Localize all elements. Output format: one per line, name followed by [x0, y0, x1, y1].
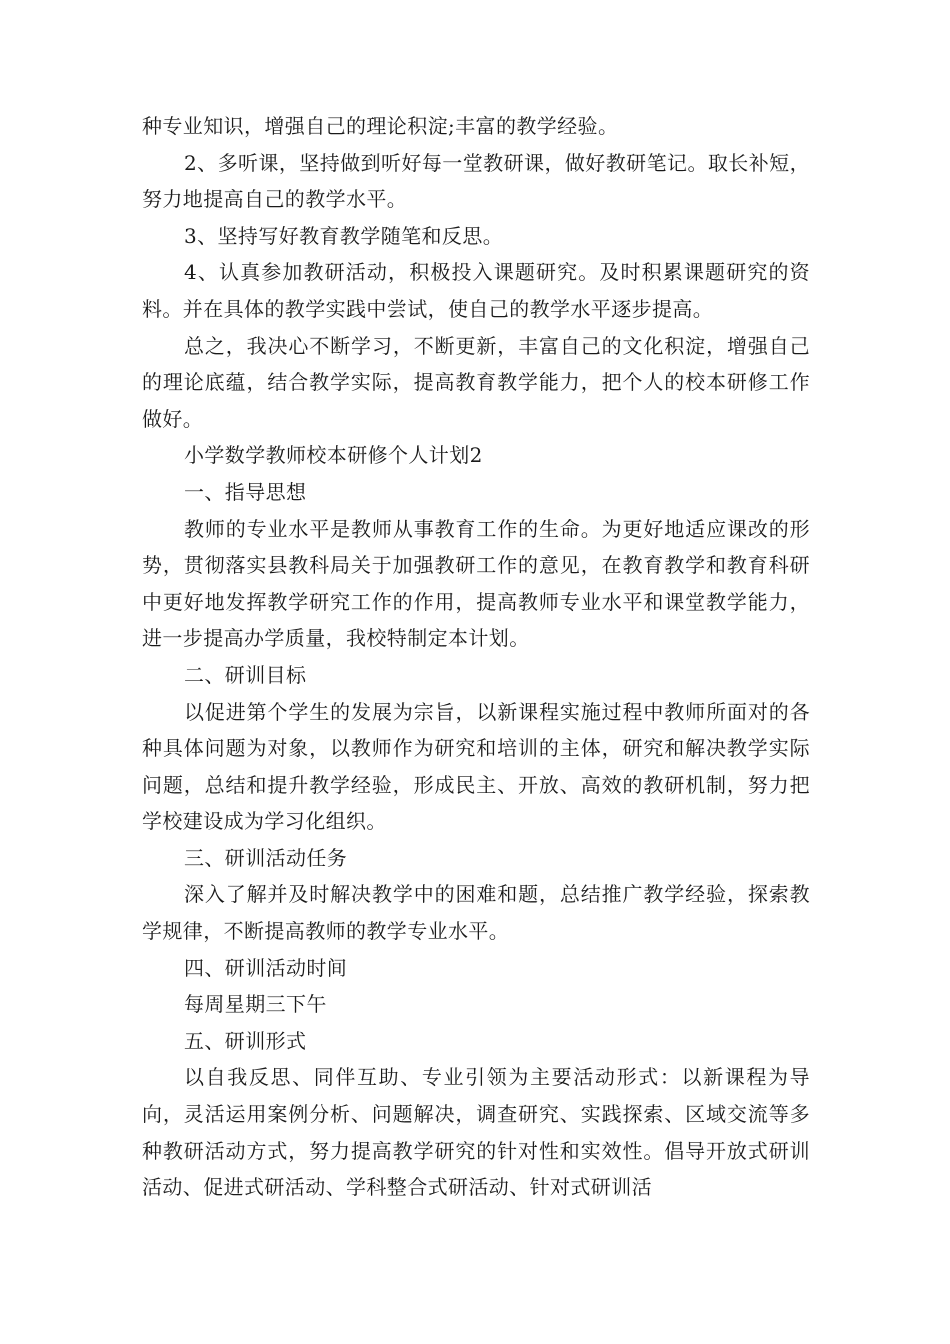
paragraph-guiding-ideology: 教师的专业水平是教师从事教育工作的生命。为更好地适应课改的形势，贯彻落实县教科局关于加强教研工作的意见，在教育教学和教育科研中更好地发挥教学研究工作的作用，提高教师专业水平和课堂教学能力，进一步提高办学质量，我校特制定本计划。 [142, 516, 810, 651]
paragraph-item-2: 2、多听课，坚持做到听好每一堂教研课，做好教研笔记。取长补短，努力地提高自己的教学水平。 [142, 150, 810, 212]
heading-training-format: 五、研训形式 [184, 1028, 307, 1053]
section-title: 小学数学教师校本研修个人计划2 [184, 443, 483, 468]
paragraph-training-time: 每周星期三下午 [184, 992, 327, 1017]
heading-guiding-ideology: 一、指导思想 [184, 479, 307, 504]
heading-training-time: 四、研训活动时间 [184, 955, 348, 980]
heading-training-tasks: 三、研训活动任务 [184, 845, 348, 870]
paragraph-item-3: 3、坚持写好教育教学随笔和反思。 [184, 223, 504, 248]
paragraph-continuation: 种专业知识，增强自己的理论积淀;丰富的教学经验。 [142, 114, 619, 138]
paragraph-summary: 总之，我决心不断学习，不断更新，丰富自己的文化积淀，增强自己的理论底蕴，结合教学实际，提高教育教学能力，把个人的校本研修工作做好。 [142, 333, 810, 431]
heading-training-goals: 二、研训目标 [184, 662, 307, 687]
document-body [142, 108, 810, 1206]
paragraph-training-format: 以自我反思、同伴互助、专业引领为主要活动形式：以新课程为导向，灵活运用案例分析、问题解决，调查研究、实践探索、区域交流等多种教研活动方式，努力提高教学研究的针对性和实效性。倡导开放式研训活动、促进式研活动、学科整合式研活动、针对式研训活 [142, 1065, 810, 1200]
paragraph-training-goals: 以促进第个学生的发展为宗旨，以新课程实施过程中教师所面对的各种具体问题为对象，以教师作为研究和培训的主体，研究和解决教学实际问题，总结和提升教学经验，形成民主、开放、高效的教研机制，努力把学校建设成为学习化组织。 [142, 699, 810, 834]
paragraph-item-4: 4、认真参加教研活动，积极投入课题研究。及时积累课题研究的资料。并在具体的教学实践中尝试，使自己的教学水平逐步提高。 [142, 260, 810, 321]
paragraph-training-tasks: 深入了解并及时解决教学中的困难和题，总结推广教学经验，探索教学规律，不断提高教师的教学专业水平。 [142, 882, 810, 944]
